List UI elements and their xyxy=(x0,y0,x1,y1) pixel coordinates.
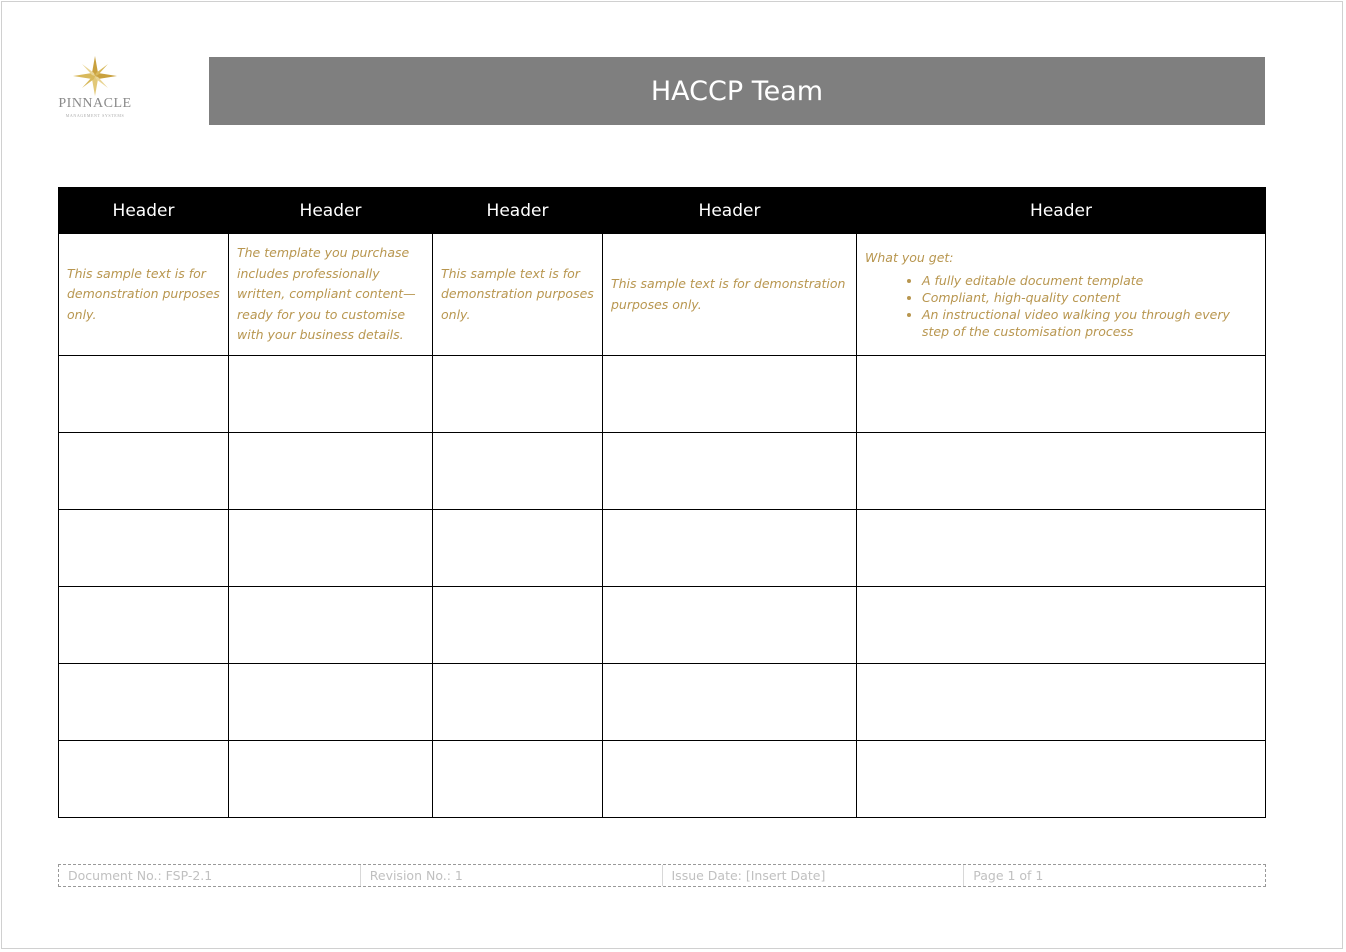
table-cell[interactable] xyxy=(59,510,229,587)
table-cell[interactable] xyxy=(229,587,433,664)
compass-star-icon xyxy=(71,55,119,97)
list-item: • An instructional video walking you through every step of the customisation process xyxy=(922,306,1257,340)
table-cell[interactable] xyxy=(603,664,857,741)
table-cell[interactable] xyxy=(433,510,603,587)
table-row xyxy=(59,356,1266,433)
what-you-get-title: What you get: xyxy=(865,250,954,265)
table-cell[interactable] xyxy=(857,587,1266,664)
column-header: Header xyxy=(433,188,603,234)
table-cell[interactable] xyxy=(857,510,1266,587)
table-cell[interactable] xyxy=(603,587,857,664)
table-cell[interactable] xyxy=(433,741,603,818)
page-number: Page 1 of 1 xyxy=(973,868,1044,883)
haccp-team-table xyxy=(58,187,1266,818)
list-item: • A fully editable document template xyxy=(922,272,1257,289)
table-cell[interactable] xyxy=(229,433,433,510)
table-cell[interactable] xyxy=(229,356,433,433)
logo-subtitle: MANAGEMENT SYSTEMS xyxy=(65,113,125,118)
table-cell[interactable] xyxy=(59,741,229,818)
table-cell[interactable] xyxy=(59,587,229,664)
column-header: Header xyxy=(603,188,857,234)
table-cell[interactable] xyxy=(857,741,1266,818)
column-header: Header xyxy=(857,188,1266,234)
table-cell[interactable] xyxy=(59,433,229,510)
table-cell[interactable] xyxy=(857,664,1266,741)
pinnacle-logo xyxy=(55,55,135,125)
table-row xyxy=(59,741,1266,818)
table-cell[interactable] xyxy=(433,356,603,433)
logo-name: PINNACLE xyxy=(58,96,132,111)
table-cell[interactable] xyxy=(59,664,229,741)
table-cell[interactable] xyxy=(229,741,433,818)
table-cell[interactable] xyxy=(603,356,857,433)
table-cell[interactable] xyxy=(59,356,229,433)
sample-row xyxy=(59,234,1266,356)
table-row xyxy=(59,433,1266,510)
table-cell[interactable] xyxy=(857,433,1266,510)
issue-date: Issue Date: [Insert Date] xyxy=(663,865,965,886)
sample-text-cell[interactable]: This sample text is for demonstration purposes only. xyxy=(603,234,857,356)
document-footer xyxy=(58,864,1266,887)
table-cell[interactable] xyxy=(433,587,603,664)
column-header: Header xyxy=(229,188,433,234)
column-header: Header xyxy=(59,188,229,234)
page-title: HACCP Team xyxy=(650,75,824,107)
what-you-get-list xyxy=(865,272,1257,340)
table-cell[interactable] xyxy=(229,510,433,587)
table-cell[interactable] xyxy=(603,741,857,818)
table-row xyxy=(59,510,1266,587)
table-header-row xyxy=(59,188,1266,234)
table-cell[interactable] xyxy=(229,664,433,741)
table-row xyxy=(59,587,1266,664)
list-item: • Compliant, high-quality content xyxy=(922,289,1257,306)
sample-text-cell[interactable]: This sample text is for demonstration purposes only. xyxy=(433,234,603,356)
sample-text-cell[interactable]: This sample text is for demonstration purposes only. xyxy=(59,234,229,356)
what-you-get-cell[interactable] xyxy=(857,234,1266,356)
table-cell[interactable] xyxy=(603,433,857,510)
table-cell[interactable] xyxy=(857,356,1266,433)
revision-number: Revision No.: 1 xyxy=(361,865,663,886)
table-cell[interactable] xyxy=(433,664,603,741)
table-row xyxy=(59,664,1266,741)
title-bar xyxy=(209,57,1265,125)
table-cell[interactable] xyxy=(603,510,857,587)
table-cell[interactable] xyxy=(433,433,603,510)
document-number: Document No.: FSP-2.1 xyxy=(59,865,361,886)
sample-text-cell[interactable]: The template you purchase includes professionally written, compliant content—ready for you to customise with your business details. xyxy=(229,234,433,356)
